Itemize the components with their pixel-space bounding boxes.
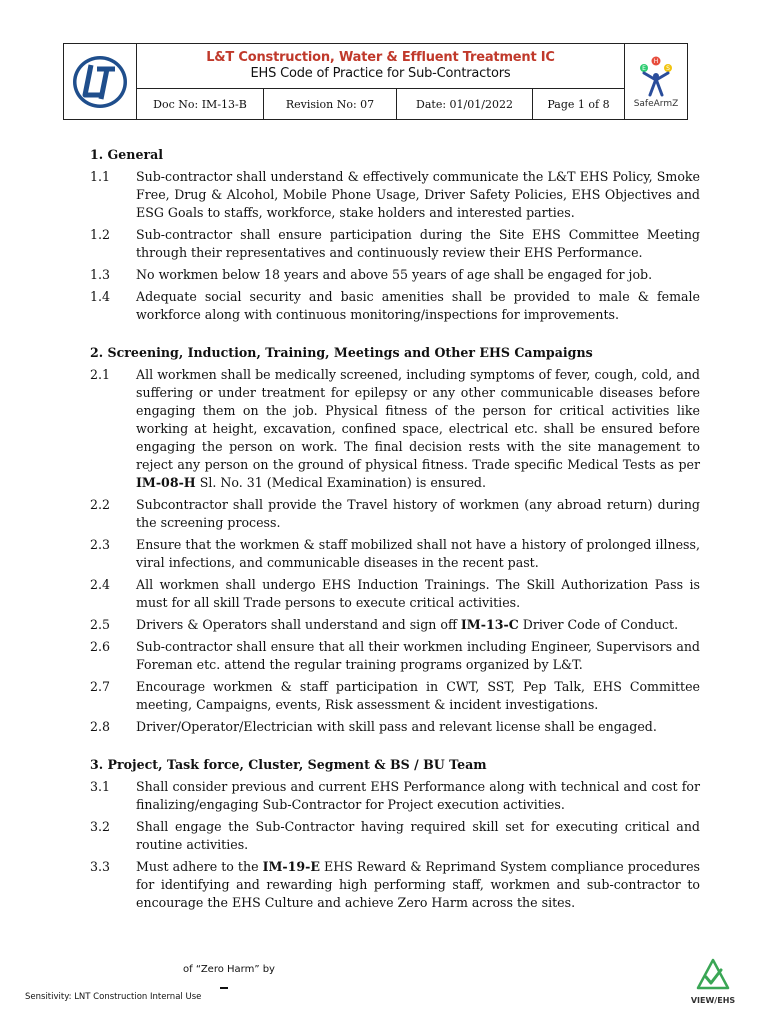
badge-letter-e: E (642, 65, 646, 72)
list-item (90, 818, 700, 854)
section-general (90, 146, 700, 324)
clause-number: 3.1 (90, 779, 111, 794)
clause-number: 2.4 (90, 577, 111, 592)
lt-logo (64, 44, 137, 119)
list-item (90, 778, 700, 814)
list-item (90, 496, 700, 532)
header-center (137, 44, 624, 119)
footer-dash (220, 987, 228, 989)
clause-number: 3.3 (90, 859, 111, 874)
clause-text: Sub-contractor shall understand & effectively communicate the L&T EHS Policy, Smoke Free, Drug & Alcohol, Mobile Phone Usage, Driver Safety Policies, EHS Objectives and ESG Goals to staffs, workforce, stake holders and interested parties. (136, 169, 700, 220)
list-item (90, 718, 700, 736)
list-item (90, 576, 700, 612)
document-title: EHS Code of Practice for Sub-Contractors (250, 66, 511, 81)
clause-text (136, 366, 700, 492)
clause-text-pre: Drivers & Operators shall understand and sign off (136, 617, 461, 632)
list-item (90, 226, 700, 262)
clause-text: Encourage workmen & staff participation in CWT, SST, Pep Talk, EHS Committee meeting, Campaigns, events, Risk assessment & incident investigations. (136, 679, 700, 712)
section-screening (90, 344, 700, 736)
clause-text-post: Driver Code of Conduct. (518, 617, 679, 632)
doc-number: Doc No: IM-13-B (137, 89, 264, 119)
list-item (90, 638, 700, 674)
section-heading: 1. General (90, 147, 164, 162)
clause-number: 2.2 (90, 497, 111, 512)
clause-text-pre: All workmen shall be medically screened, including symptoms of fever, cough, cold, and suffering or under treatment for epilepsy or any other communicable diseases before engaging them on the job. Physical fitness of the person for critical activities like working at height, excavation, confined space, electrical etc. shall be ensured before engaging the person on work. The final decision rests with the site management to reject any person on the ground of physical fitness. Trade specific Medical Tests as per (136, 367, 700, 472)
viewehs-label: VIEW/EHS (690, 996, 736, 1005)
safearmz-badge (624, 44, 687, 119)
clause-text: Sub-contractor shall ensure participation during the Site EHS Committee Meeting through their representatives and continuously review their EHS Performance. (136, 227, 700, 260)
clause-text: No workmen below 18 years and above 55 years of age shall be engaged for job. (136, 267, 653, 282)
revision-number: Revision No: 07 (264, 89, 397, 119)
list-item (90, 266, 700, 284)
badge-letter-h: H (653, 58, 659, 65)
clause-number: 2.3 (90, 537, 111, 552)
clause-number: 3.2 (90, 819, 111, 834)
clause-text: All workmen shall undergo EHS Induction Trainings. The Skill Authorization Pass is must for all skill Trade persons to execute critical activities. (136, 577, 700, 610)
clause-number: 1.3 (90, 267, 111, 282)
page-indicator: Page 1 of 8 (547, 97, 610, 111)
list-item (90, 168, 700, 222)
header-titles (137, 44, 624, 89)
lt-logo-icon (71, 53, 129, 111)
list-item (90, 678, 700, 714)
section-project-team (90, 756, 700, 912)
clause-number: 2.5 (90, 617, 111, 632)
viewehs-logo (690, 958, 736, 1005)
list-item (90, 858, 700, 912)
safearmz-figure-icon (634, 54, 678, 98)
clause-number: 2.1 (90, 367, 111, 382)
viewehs-check-icon (695, 958, 731, 992)
clause-text-pre: Must adhere to the (136, 859, 263, 874)
clause-text: Sub-contractor shall ensure that all their workmen including Engineer, Supervisors and Foreman etc. attend the regular training programs organized by L&T. (136, 639, 700, 672)
clause-text (136, 858, 700, 912)
sensitivity-label: Sensitivity: LNT Construction Internal Use (25, 992, 202, 1002)
clause-number: 2.7 (90, 679, 111, 694)
clause-number: 2.6 (90, 639, 111, 654)
clause-text: Adequate social security and basic amenities shall be provided to male & female workforce along with continuous monitoring/inspections for improvements. (136, 289, 700, 322)
clause-text (136, 616, 700, 634)
document-reference: IM-13-C (460, 617, 519, 632)
list-item (90, 536, 700, 572)
section-heading: 3. Project, Task force, Cluster, Segment & BS / BU Team (90, 757, 487, 772)
clause-text: Ensure that the workmen & staff mobilized shall not have a history of prolonged illness, viral infections, and communicable diseases in the recent past. (136, 537, 700, 570)
zero-harm-fragment: of “Zero Harm” by (183, 964, 275, 975)
header-meta-row (137, 89, 624, 119)
clause-number: 1.1 (90, 169, 111, 184)
safearmz-label: SafeArmZ (633, 99, 679, 109)
clause-text: Shall consider previous and current EHS Performance along with technical and cost for finalizing/engaging Sub-Contractor for Project execution activities. (136, 779, 700, 812)
document-reference: IM-19-E (262, 859, 320, 874)
badge-letter-s: S (666, 65, 670, 72)
clause-text-post: EHS Reward & Reprimand System compliance procedures for identifying and rewarding high performing staff, workmen and sub-contractor to encourage the EHS Culture and achieve Zero Harm across the sites. (136, 859, 700, 910)
company-title: L&T Construction, Water & Effluent Treatment IC (206, 50, 555, 65)
document-date: Date: 01/01/2022 (397, 89, 533, 119)
clause-number: 2.8 (90, 719, 111, 734)
section-heading: 2. Screening, Induction, Training, Meetings and Other EHS Campaigns (90, 345, 593, 360)
list-item (90, 288, 700, 324)
clause-text-post: Sl. No. 31 (Medical Examination) is ensured. (195, 475, 487, 490)
clause-number: 1.2 (90, 227, 111, 242)
clause-text: Shall engage the Sub-Contractor having required skill set for executing critical and routine activities. (136, 819, 700, 852)
document-body (90, 146, 700, 932)
document-reference: IM-08-H (136, 475, 196, 490)
document-header (63, 43, 688, 120)
list-item (90, 616, 700, 634)
list-item (90, 366, 700, 492)
clause-number: 1.4 (90, 289, 111, 304)
clause-text: Driver/Operator/Electrician with skill pass and relevant license shall be engaged. (136, 719, 657, 734)
clause-text: Subcontractor shall provide the Travel history of workmen (any abroad return) during the screening process. (136, 497, 700, 530)
